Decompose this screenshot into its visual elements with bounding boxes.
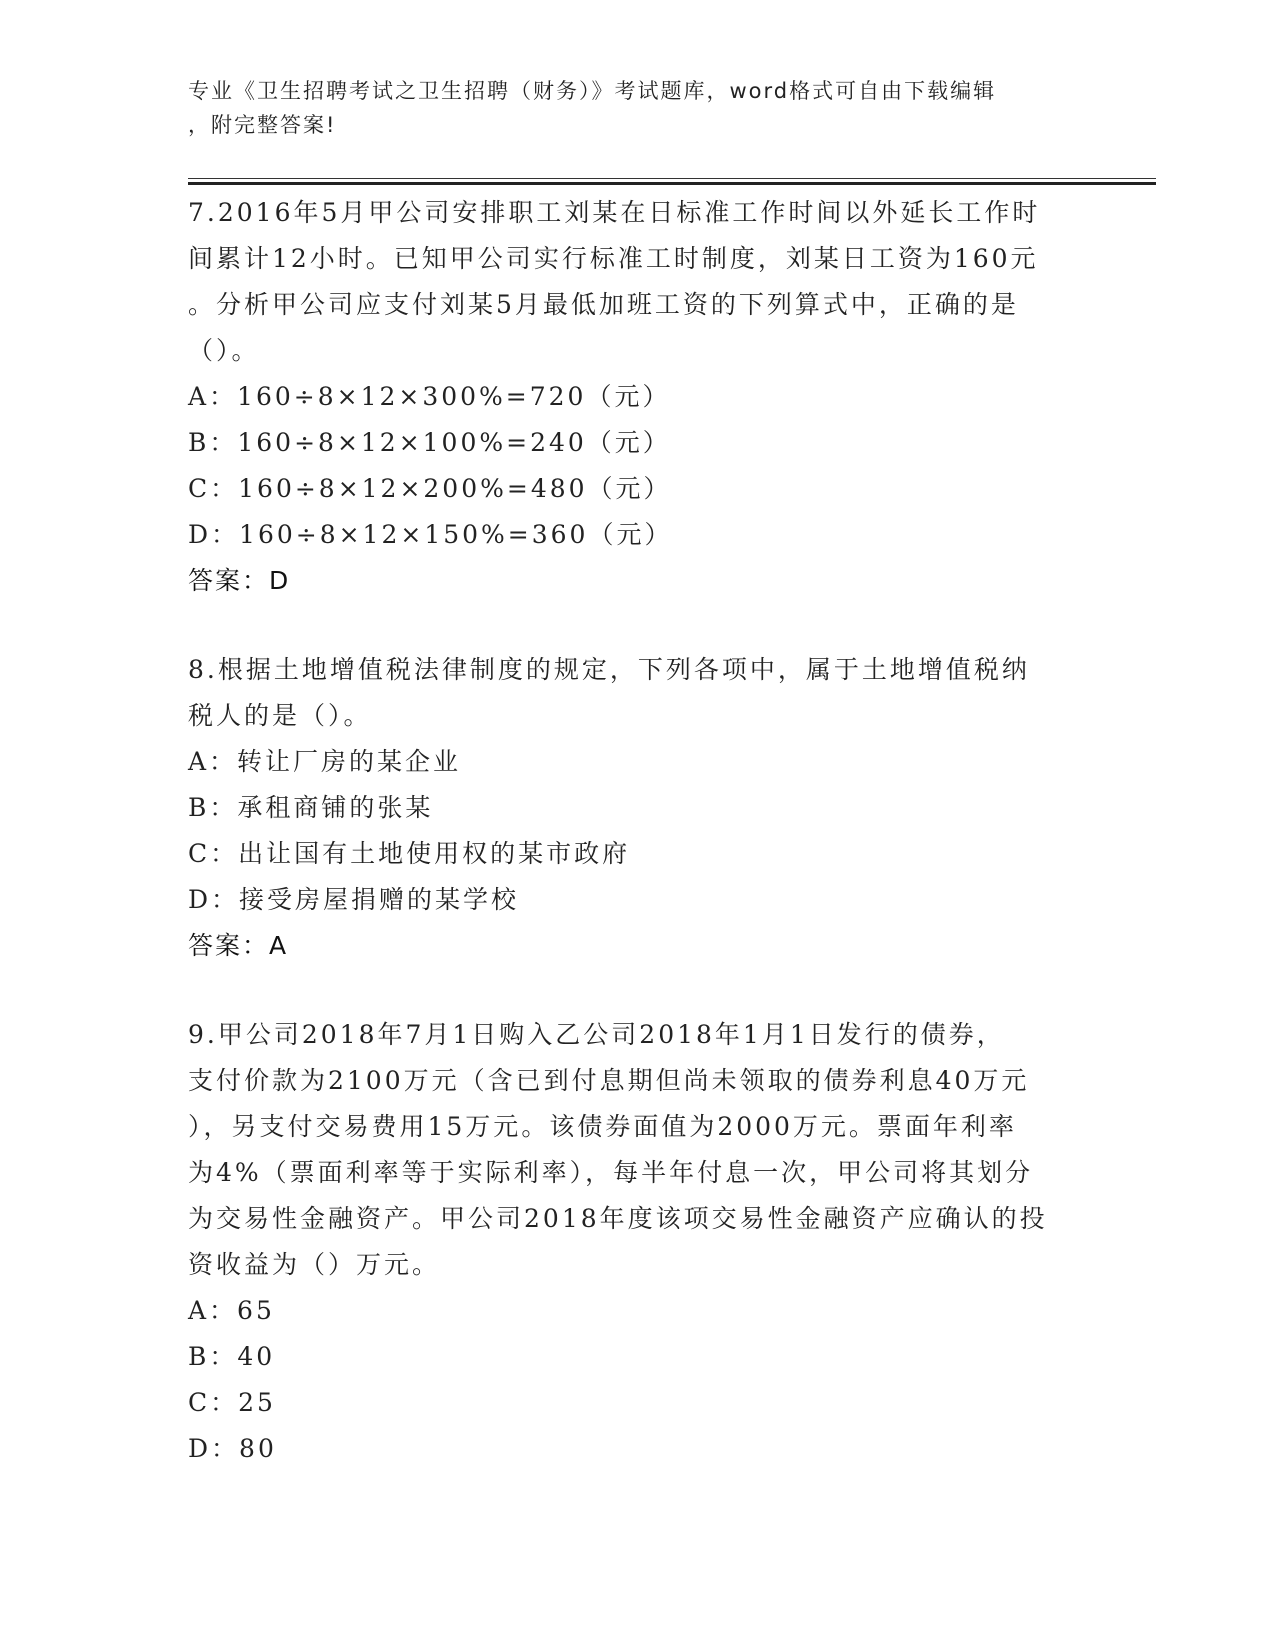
question-spacer bbox=[188, 604, 1088, 647]
option-d: D：接受房屋捐赠的某学校 bbox=[188, 885, 520, 914]
option-a: A：160÷8×12×300%=720（元） bbox=[188, 382, 671, 411]
question-stem-line: ），另支付交易费用15万元。该债券面值为2000万元。票面年利率 bbox=[188, 1112, 1017, 1141]
option-b: B：40 bbox=[188, 1342, 276, 1371]
header-divider-thin bbox=[188, 178, 1156, 179]
answer-line: 答案：D bbox=[188, 566, 291, 595]
option-b: B：承租商铺的张某 bbox=[188, 793, 434, 822]
question-9 bbox=[188, 1012, 1088, 1472]
option-b: B：160÷8×12×100%=240（元） bbox=[188, 428, 671, 457]
question-stem-line: 9.甲公司2018年7月1日购入乙公司2018年1月1日发行的债券， bbox=[188, 1020, 1005, 1049]
question-stem-line: 支付价款为2100万元（含已到付息期但尚未领取的债券利息40万元 bbox=[188, 1066, 1030, 1095]
option-c: C：160÷8×12×200%=480（元） bbox=[188, 474, 672, 503]
option-a: A：65 bbox=[188, 1296, 275, 1325]
header-line: ，附完整答案! bbox=[188, 113, 337, 137]
question-8 bbox=[188, 647, 1088, 969]
question-stem-line: 8.根据土地增值税法律制度的规定，下列各项中，属于土地增值税纳 bbox=[188, 655, 1030, 684]
option-c: C：出让国有土地使用权的某市政府 bbox=[188, 839, 631, 868]
question-stem-line: 为交易性金融资产。甲公司2018年度该项交易性金融资产应确认的投 bbox=[188, 1204, 1048, 1233]
header-divider-thick bbox=[188, 182, 1156, 185]
question-stem-line: 税人的是（）。 bbox=[188, 701, 372, 730]
option-a: A：转让厂房的某企业 bbox=[188, 747, 462, 776]
answer-line: 答案：A bbox=[188, 931, 289, 960]
question-stem-line: （）。 bbox=[188, 336, 260, 365]
option-c: C：25 bbox=[188, 1388, 276, 1417]
question-stem-line: 7.2016年5月甲公司安排职工刘某在日标准工作时间以外延长工作时 bbox=[188, 198, 1041, 227]
question-spacer bbox=[188, 969, 1088, 1012]
option-d: D：80 bbox=[188, 1434, 277, 1463]
question-stem-line: 为4%（票面利率等于实际利率），每半年付息一次，甲公司将其划分 bbox=[188, 1158, 1034, 1187]
question-list bbox=[188, 190, 1088, 1472]
option-d: D：160÷8×12×150%=360（元） bbox=[188, 520, 673, 549]
header-line: 专业《卫生招聘考试之卫生招聘（财务）》考试题库，word格式可自由下载编辑 bbox=[188, 79, 997, 103]
question-stem-line: 。分析甲公司应支付刘某5月最低加班工资的下列算式中，正确的是 bbox=[188, 290, 1019, 319]
question-7 bbox=[188, 190, 1088, 604]
question-stem-line: 间累计12小时。已知甲公司实行标准工时制度，刘某日工资为160元 bbox=[188, 244, 1039, 273]
question-stem-line: 资收益为（）万元。 bbox=[188, 1250, 441, 1279]
document-header bbox=[188, 74, 1088, 142]
